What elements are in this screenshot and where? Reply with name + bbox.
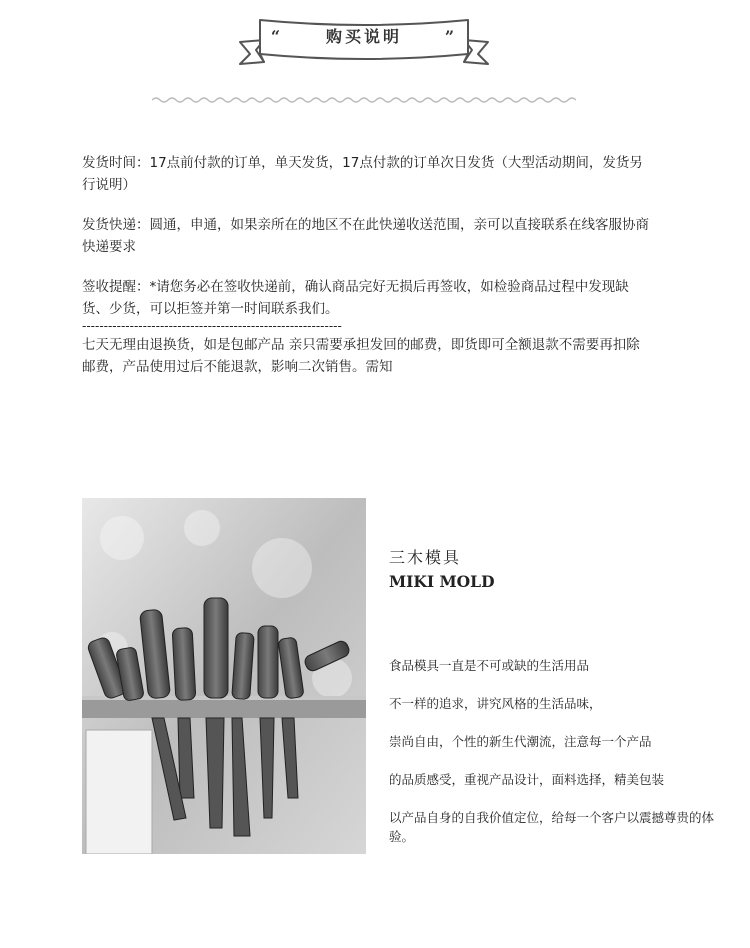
purchase-notes [82, 152, 652, 378]
dashed-separator: ------------------------------------------------------------ [82, 320, 342, 333]
chisel-tools-photo [82, 498, 366, 854]
brand-description [389, 656, 719, 865]
brand-line: 不一样的追求，讲究风格的生活品味， [389, 696, 602, 711]
header-ribbon-banner [238, 14, 490, 70]
brand-name-en: MIKI MOLD [389, 572, 495, 591]
quote-close: ” [444, 27, 458, 46]
brand-name-cn: 三木模具 [389, 548, 462, 567]
wavy-divider [152, 95, 576, 105]
return-policy-note: 七天无理由退换货，如是包邮产品 亲只需要承担发回的邮费，即货即可全额退款不需要再扣除邮费，产品使用过后不能退款，影响二次销售。需知 [82, 337, 640, 375]
brand-line: 崇尚自由，个性的新生代潮流，注意每一个产品 [389, 734, 652, 749]
receipt-reminder-note: 签收提醒：*请您务必在签收快递前，确认商品完好无损后再签收，如检验商品过程中发现缺货、少货，可以拒签并第一时间联系我们。 [82, 279, 629, 317]
quote-open: “ [270, 27, 284, 46]
shipping-time-note: 发货时间：17点前付款的订单，单天发货，17点付款的订单次日发货（大型活动期间，发货另行说明） [82, 155, 643, 193]
page-title: 购买说明 [325, 27, 402, 46]
brand-line: 的品质感受，重视产品设计，面料选择，精美包装 [389, 772, 665, 787]
shipping-courier-note: 发货快递：圆通，申通，如果亲所在的地区不在此快递收送范围，亲可以直接联系在线客服协商快递要求 [82, 217, 649, 255]
brand-line: 以产品自身的自我价值定位，给每一个客户以震撼尊贵的体验。 [389, 810, 715, 844]
brand-line: 食品模具一直是不可或缺的生活用品 [389, 658, 590, 673]
